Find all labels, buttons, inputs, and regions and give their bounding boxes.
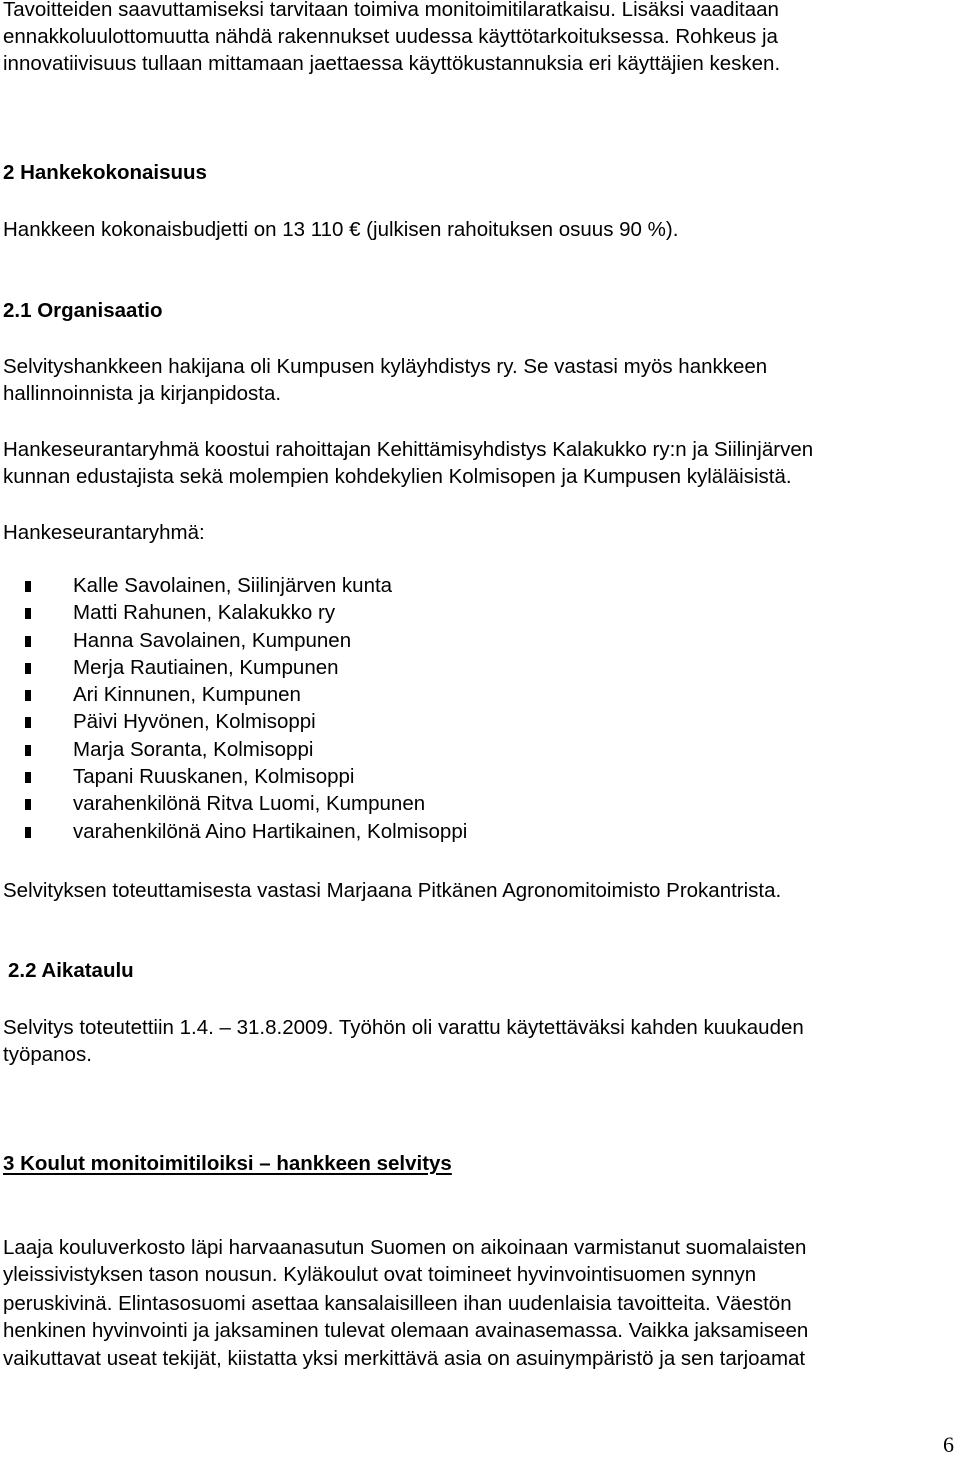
schedule-line-2: työpanos. — [3, 1043, 92, 1066]
member-name: Ari Kinnunen, Kumpunen — [73, 683, 301, 707]
bullet-icon — [25, 827, 31, 838]
bullet-icon — [25, 717, 31, 728]
bullet-icon — [25, 636, 31, 647]
budget-line: Hankkeen kokonaisbudjetti on 13 110 € (julkisen rahoituksen osuus 90 %). — [3, 218, 679, 241]
organisation-para-1-line-2: hallinnoinnista ja kirjanpidosta. — [3, 382, 282, 405]
bullet-icon — [25, 663, 31, 674]
group-member-list — [0, 572, 700, 845]
group-label: Hankeseurantaryhmä: — [3, 521, 205, 544]
section-2-1-heading: 2.1 Organisaatio — [3, 299, 163, 322]
organisation-para-1-line-1: Selvityshankkeen hakijana oli Kumpusen kyläyhdistys ry. Se vastasi myös hankkeen — [3, 355, 768, 378]
section-3-line-4: henkinen hyvinvointi ja jaksaminen tulevat olemaan avainasemassa. Vaikka jaksamiseen — [3, 1319, 809, 1342]
list-item — [0, 736, 700, 763]
section-3-line-2: yleissivistyksen tason nousun. Kyläkoulut ovat toimineet hyvinvointisuomen synnyn — [3, 1263, 757, 1286]
intro-line-3: innovatiivisuus tullaan mittamaan jaettaessa käyttökustannuksia eri käyttäjien kesken. — [3, 52, 781, 75]
list-item — [0, 599, 700, 626]
list-item — [0, 708, 700, 735]
member-name: Merja Rautiainen, Kumpunen — [73, 655, 339, 679]
list-item — [0, 818, 700, 845]
section-3-line-1: Laaja kouluverkosto läpi harvaanasutun Suomen on aikoinaan varmistanut suomalaisten — [3, 1236, 807, 1259]
member-name: varahenkilönä Ritva Luomi, Kumpunen — [73, 792, 426, 816]
bullet-icon — [25, 690, 31, 701]
list-item — [0, 681, 700, 708]
member-name: varahenkilönä Aino Hartikainen, Kolmisoppi — [73, 819, 468, 843]
member-name: Päivi Hyvönen, Kolmisoppi — [73, 710, 316, 734]
page-number: 6 — [943, 1432, 954, 1457]
bullet-icon — [25, 581, 31, 592]
list-item — [0, 763, 700, 790]
list-item — [0, 790, 700, 817]
section-2-2-heading: 2.2 Aikataulu — [8, 959, 134, 982]
list-item — [0, 572, 700, 599]
section-3-heading: 3 Koulut monitoimitiloiksi – hankkeen selvitys — [3, 1152, 452, 1175]
section-3-line-3: peruskivinä. Elintasosuomi asettaa kansalaisilleen ihan uudenlaisia tavoitteita. Väestön — [3, 1292, 792, 1315]
responsible-line: Selvityksen toteuttamisesta vastasi Marjaana Pitkänen Agronomitoimisto Prokantrista. — [3, 879, 782, 902]
intro-line-2: ennakkoluulottomuutta nähdä rakennukset uudessa käyttötarkoituksessa. Rohkeus ja — [3, 25, 778, 48]
bullet-icon — [25, 745, 31, 756]
member-name: Kalle Savolainen, Siilinjärven kunta — [73, 574, 393, 597]
section-3-line-5: vaikuttavat useat tekijät, kiistatta yksi merkittävä asia on asuinympäristö ja sen tarjoamat — [3, 1347, 806, 1370]
list-item — [0, 627, 700, 654]
section-2-heading: 2 Hankekokonaisuus — [3, 161, 207, 184]
intro-line-1: Tavoitteiden saavuttamiseksi tarvitaan toimiva monitoimitilaratkaisu. Lisäksi vaaditaan — [3, 0, 779, 21]
bullet-icon — [25, 799, 31, 810]
bullet-icon — [25, 608, 31, 619]
member-name: Hanna Savolainen, Kumpunen — [73, 628, 352, 652]
organisation-para-2-line-2: kunnan edustajista sekä molempien kohdekylien Kolmisopen ja Kumpusen kyläläisistä. — [3, 465, 792, 488]
member-name: Matti Rahunen, Kalakukko ry — [73, 601, 336, 625]
schedule-line-1: Selvitys toteutettiin 1.4. – 31.8.2009. Työhön oli varattu käytettäväksi kahden kuukauden — [3, 1016, 804, 1039]
organisation-para-2-line-1: Hankeseurantaryhmä koostui rahoittajan Kehittämisyhdistys Kalakukko ry:n ja Siilinjärven — [3, 438, 814, 461]
member-name: Tapani Ruuskanen, Kolmisoppi — [73, 765, 355, 789]
list-item — [0, 654, 700, 681]
member-name: Marja Soranta, Kolmisoppi — [73, 737, 314, 761]
bullet-icon — [25, 772, 31, 783]
